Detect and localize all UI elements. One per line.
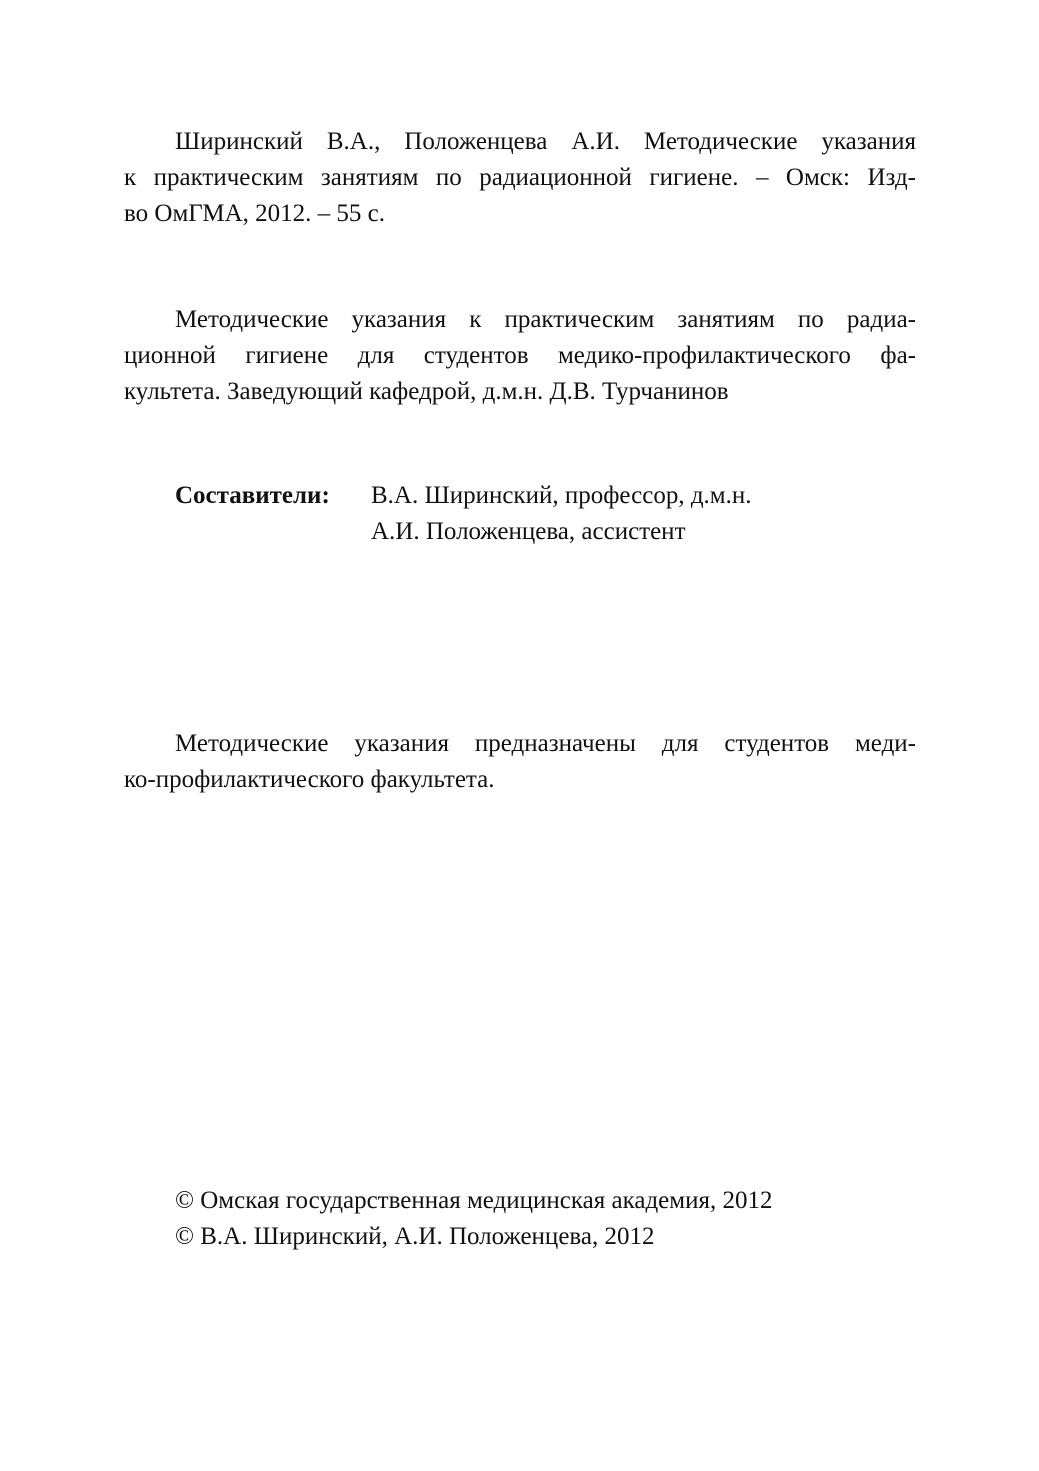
compiler-name: А.И. Положенцева, ассистент bbox=[371, 518, 686, 545]
description-line: ционной гигиене для студентов медико-профилактического фа- bbox=[124, 342, 916, 369]
copyright-line: © Омская государственная медицинская академия, 2012 bbox=[175, 1187, 773, 1214]
copyright-notice bbox=[175, 1183, 772, 1255]
purpose-line: ко-профилактического факультета. bbox=[124, 766, 495, 793]
compiler-name: В.А. Ширинский, профессор, д.м.н. bbox=[371, 482, 752, 509]
citation-line: во ОмГМА, 2012. – 55 с. bbox=[124, 200, 386, 227]
copyright-line: © В.А. Ширинский, А.И. Положенцева, 2012 bbox=[175, 1223, 655, 1250]
description-paragraph bbox=[124, 302, 916, 410]
compilers-list bbox=[371, 478, 752, 550]
purpose-paragraph bbox=[124, 726, 916, 798]
description-line: Методические указания к практическим занятиям по радиа- bbox=[175, 306, 916, 333]
citation-line: Ширинский В.А., Положенцева А.И. Методические указания bbox=[175, 128, 916, 155]
description-line: культета. Заведующий кафедрой, д.м.н. Д.В. Турчанинов bbox=[124, 378, 729, 405]
citation-line: к практическим занятиям по радиационной гигиене. – Омск: Изд- bbox=[124, 164, 916, 191]
bibliographic-citation bbox=[124, 124, 916, 232]
compilers-label: Составители: bbox=[175, 482, 330, 509]
purpose-line: Методические указания предназначены для студентов меди- bbox=[175, 730, 916, 757]
